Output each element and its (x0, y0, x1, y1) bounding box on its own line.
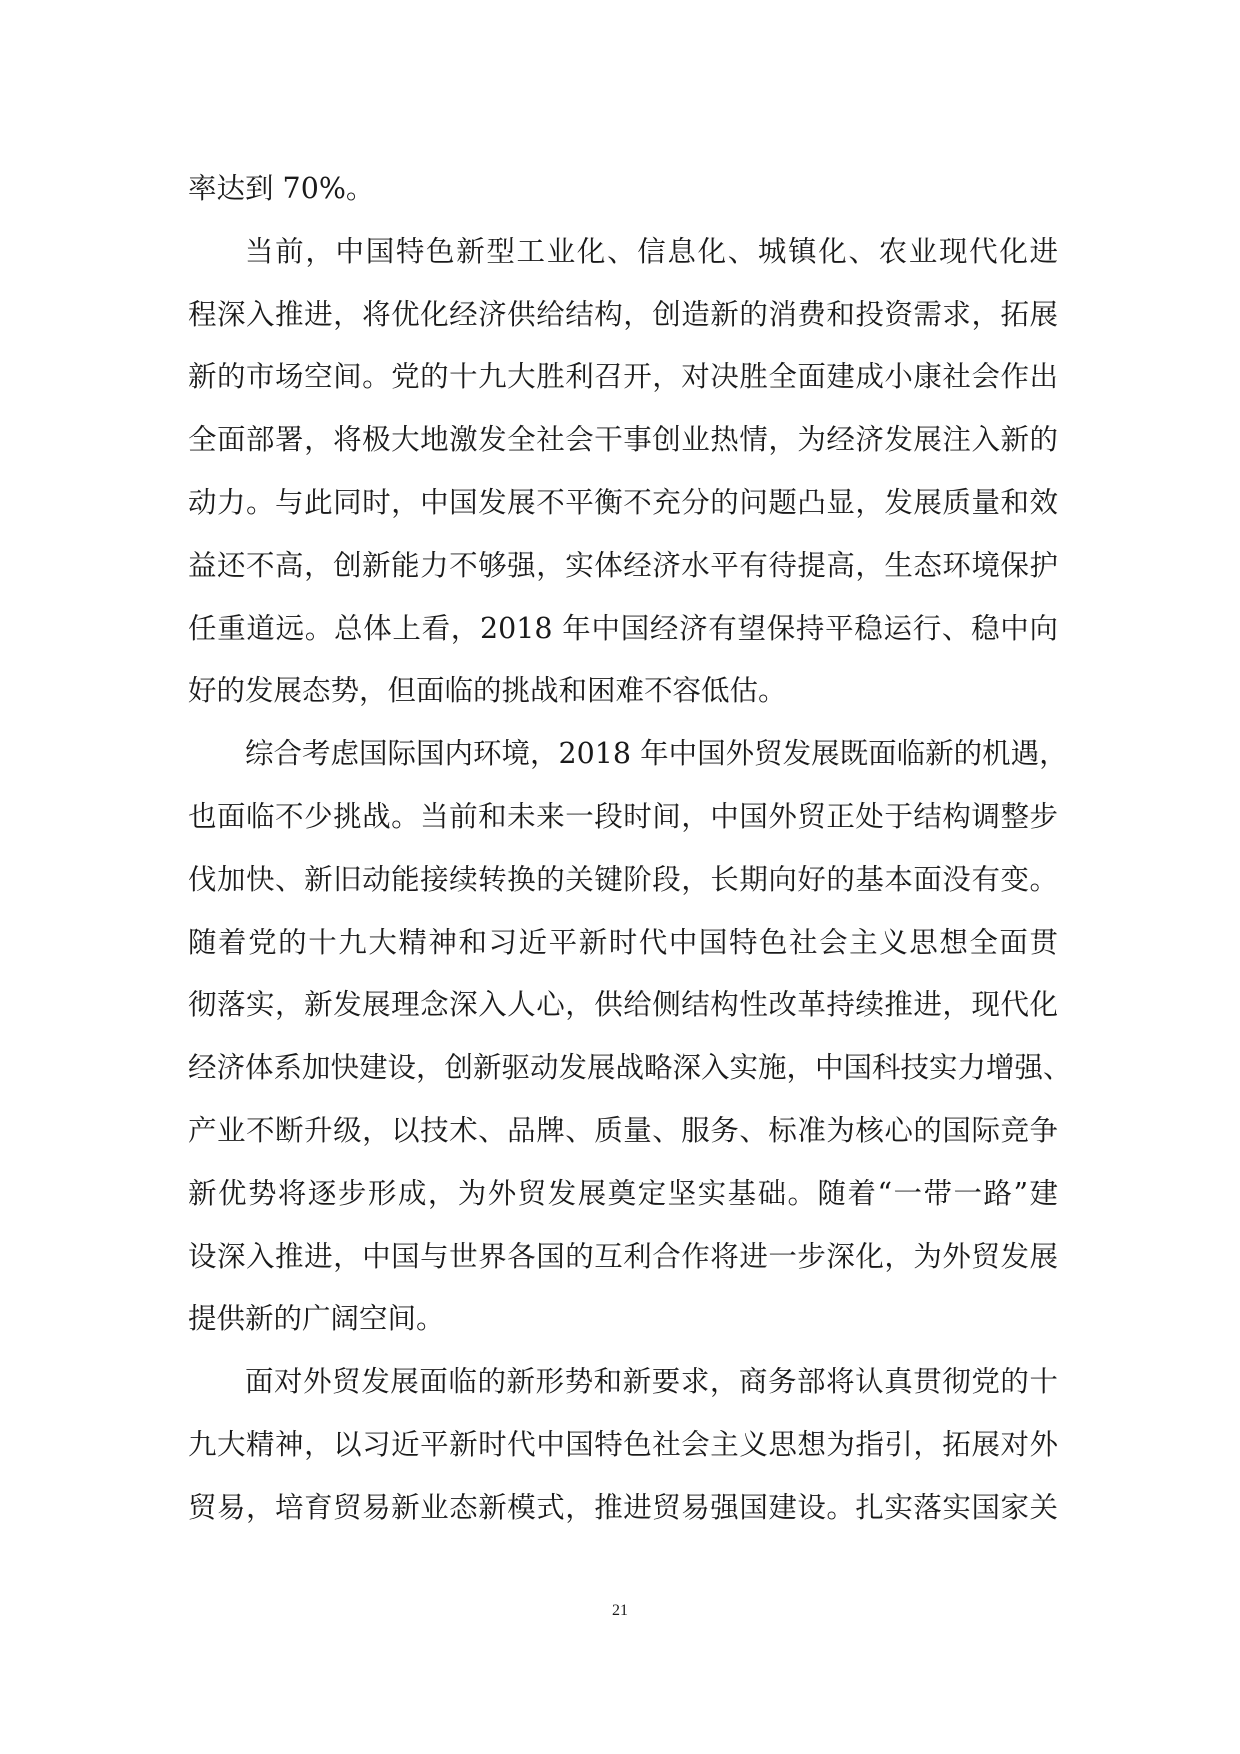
text-line: 随着党的十九大精神和习近平新时代中国特色社会主义思想全面贯 (188, 925, 1058, 959)
text-line: 程深入推进，将优化经济供给结构，创造新的消费和投资需求，拓展 (188, 297, 1058, 331)
paragraph (188, 1351, 1058, 1539)
text-line: 任重道远。总体上看，2018 年中国经济有望保持平稳运行、稳中向 (188, 611, 1058, 645)
text-line: 九大精神，以习近平新时代中国特色社会主义思想为指引，拓展对外 (188, 1427, 1058, 1461)
text-line: 动力。与此同时，中国发展不平衡不充分的问题凸显，发展质量和效 (188, 485, 1058, 519)
text-line: 综合考虑国际国内环境，2018 年中国外贸发展既面临新的机遇， (245, 737, 1068, 771)
text-line: 设深入推进，中国与世界各国的互利合作将进一步深化，为外贸发展 (188, 1239, 1058, 1273)
text-line: 当前，中国特色新型工业化、信息化、城镇化、农业现代化进 (245, 234, 1058, 268)
text-line: 彻落实，新发展理念深入人心，供给侧结构性改革持续推进，现代化 (188, 988, 1058, 1022)
text-line: 产业不断升级，以技术、品牌、质量、服务、标准为核心的国际竞争 (188, 1113, 1058, 1147)
text-line: 经济体系加快建设，创新驱动发展战略深入实施，中国科技实力增强、 (188, 1051, 1072, 1085)
text-line: 也面临不少挑战。当前和未来一段时间，中国外贸正处于结构调整步 (188, 799, 1058, 833)
paragraph (188, 158, 1058, 221)
paragraph (188, 221, 1058, 723)
text-line: 贸易，培育贸易新业态新模式，推进贸易强国建设。扎实落实国家关 (188, 1490, 1058, 1524)
text-line: 新优势将逐步形成，为外贸发展奠定坚实基础。随着“一带一路”建 (188, 1176, 1058, 1210)
body-text (188, 158, 1072, 1540)
text-line: 全面部署，将极大地激发全社会干事创业热情，为经济发展注入新的 (188, 423, 1058, 457)
text-line: 伐加快、新旧动能接续转换的关键阶段，长期向好的基本面没有变。 (188, 862, 1058, 896)
paragraph (188, 723, 1072, 1351)
text-line: 提供新的广阔空间。 (188, 1302, 445, 1336)
text-line: 面对外贸发展面临的新形势和新要求，商务部将认真贯彻党的十 (245, 1365, 1058, 1399)
text-line: 益还不高，创新能力不够强，实体经济水平有待提高，生态环境保护 (188, 548, 1058, 582)
text-line: 率达到 70%。 (188, 172, 375, 205)
page-number: 21 (612, 1602, 628, 1619)
text-line: 好的发展态势，但面临的挑战和困难不容低估。 (188, 674, 787, 708)
text-line: 新的市场空间。党的十九大胜利召开，对决胜全面建成小康社会作出 (188, 360, 1058, 394)
